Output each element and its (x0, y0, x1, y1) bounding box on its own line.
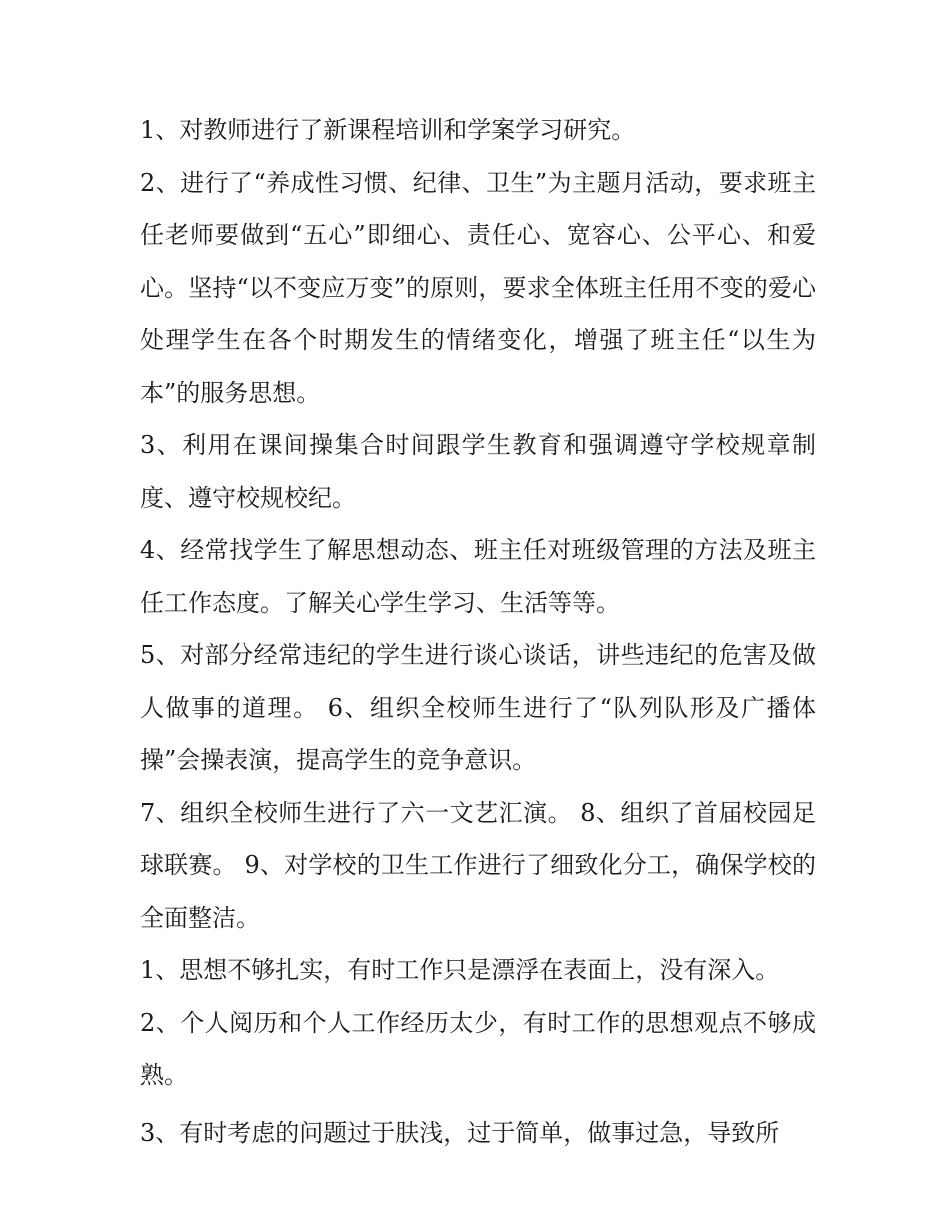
paragraph-2: 2、进行了“养成性习惯、纪律、卫生”为主题月活动，要求班主任老师要做到“五心”即细心、责任心、宽容心、公平心、和爱心。坚持“以不变应万变”的原则，要求全体班主任用不变的爱心处理学生在各个时期发生的情绪变化，增强了班主任“以生为本”的服务思想。 (140, 168, 816, 407)
paragraph-7: 1、思想不够扎实，有时工作只是漂浮在表面上，没有深入。 (140, 956, 780, 984)
paragraph-6: 7、组织全校师生进行了六一文艺汇演。 8、组织了首届校园足球联赛。 9、对学校的卫生工作进行了细致化分工，确保学校的全面整洁。 (140, 798, 816, 932)
paragraph-3: 3、利用在课间操集合时间跟学生教育和强调遵守学校规章制度、遵守校规校纪。 (140, 431, 816, 512)
paragraph-5: 5、对部分经常违纪的学生进行谈心谈话，讲些违纪的危害及做人做事的道理。 6、组织全校师生进行了“队列队形及广播体操”会操表演，提高学生的竞争意识。 (140, 641, 816, 774)
document-body (140, 104, 816, 1159)
paragraph-8: 2、个人阅历和个人工作经历太少，有时工作的思想观点不够成熟。 (140, 1008, 816, 1089)
paragraph-9: 3、有时考虑的问题过于肤浅，过于简单，做事过急，导致所 (140, 1118, 780, 1147)
paragraph-1: 1、对教师进行了新课程培训和学案学习研究。 (140, 116, 636, 144)
paragraph-4: 4、经常找学生了解思想动态、班主任对班级管理的方法及班主任工作态度。了解关心学生学习、生活等等。 (140, 536, 816, 617)
